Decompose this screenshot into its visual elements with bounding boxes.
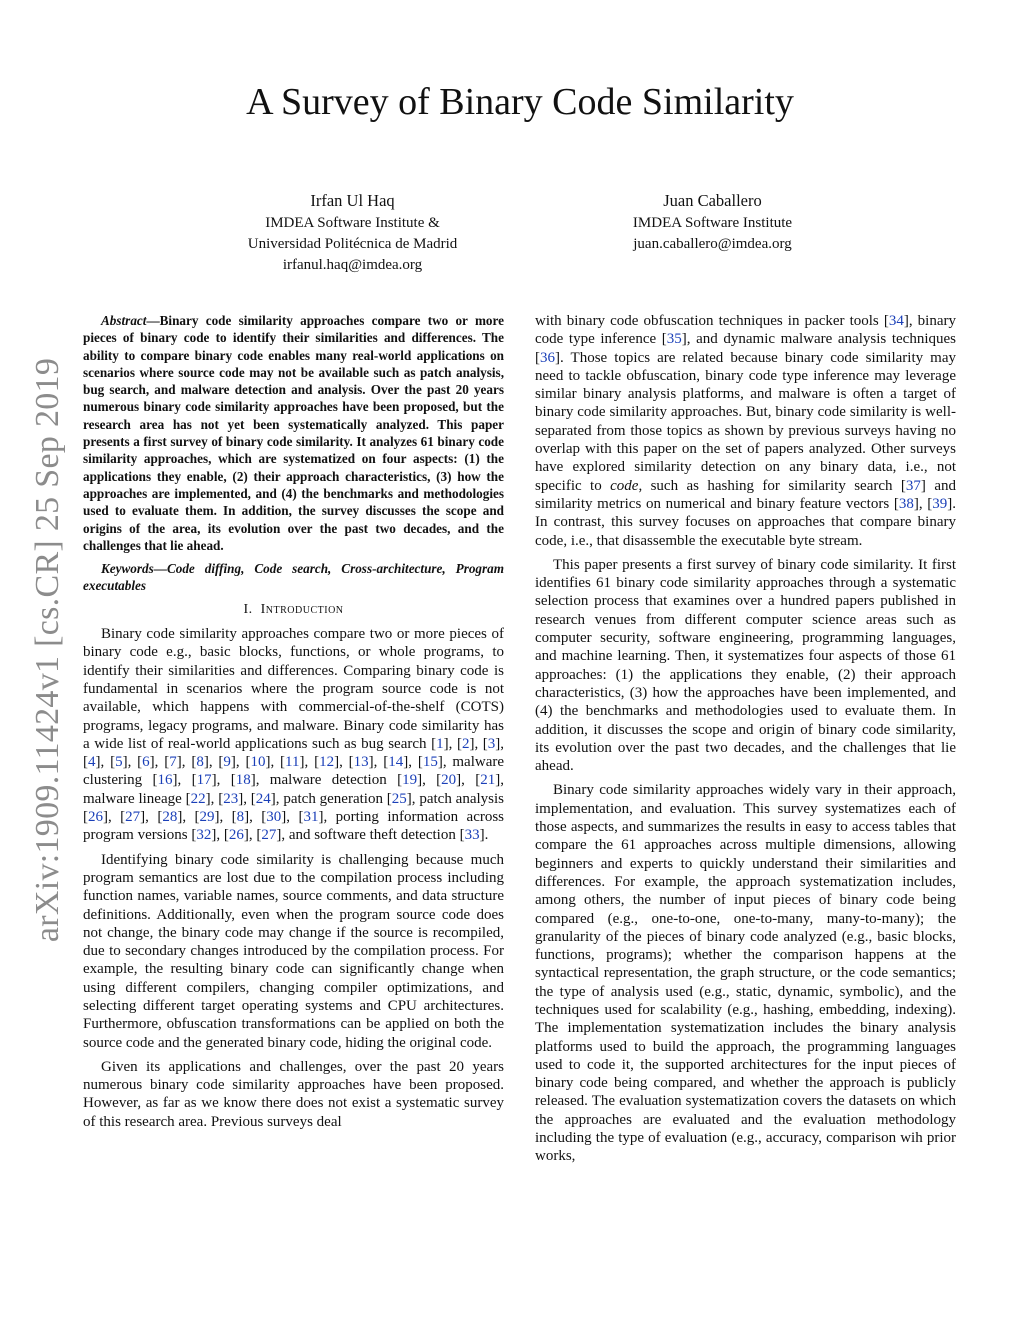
abstract-label: Abstract [101, 313, 147, 328]
body-paragraph: This paper presents a first survey of binary code similarity. It first identifies 61 binary code similarity approaches through a systematic selection process that examines over a hundred papers published in research venues from different computer science areas such as computer security, software engineering, programming languages, and machine learning. Then, it systematizes four aspects of those 61 approaches: (1) the applications they enable, (2) their approach characteristics, (3) how the approaches have been implemented, and (4) the benchmarks and methodologies used to evaluate them. In addition, it discusses the scope and origin of binary code similarity, its evolution over the past two decades, and the challenges that lie ahead. [535, 556, 956, 775]
citation-link[interactable]: 5 [115, 754, 123, 771]
author-block-2 [575, 190, 850, 255]
citation-link[interactable]: 15 [422, 754, 438, 771]
citation-link[interactable]: 18 [235, 772, 251, 789]
citation-link[interactable]: 36 [540, 349, 555, 366]
citation-link[interactable]: 12 [319, 754, 335, 771]
citation-link[interactable]: 6 [142, 754, 150, 771]
citation-link[interactable]: 22 [190, 790, 206, 807]
citation-link[interactable]: 21 [480, 772, 496, 789]
paragraph-text: , such as hashing for similarity search [37] and similarity metrics on numerical and binary feature vectors [38], [39]. In contrast, this survey focuses on approaches that compare binary code, i.e., that disassemble the executable byte stream. [535, 477, 957, 549]
citation-link[interactable]: 24 [255, 790, 271, 807]
citation-link[interactable]: 33 [464, 827, 480, 844]
body-paragraph [535, 312, 956, 550]
section-title: Introduction [260, 601, 344, 617]
citation-link[interactable]: 39 [932, 495, 948, 512]
body-paragraph: Identifying binary code similarity is challenging because much program semantics are lost due to the compilation process including function names, variable names, source comments, and data structure definitions. Additionally, even when the program source code does not change, the binary code may change if the source is recompiled, due to secondary changes introduced by the compilation process. For example, the resulting binary code can significantly change when using different compilers, changing compiler optimizations, and selecting different target operating systems and CPU architectures. Furthermore, obfuscation transformations can be applied on both the source code and the generated binary code, hiding the original code. [83, 851, 504, 1051]
author-affiliation: IMDEA Software Institute & [265, 215, 440, 231]
citation-link[interactable]: 4 [88, 754, 96, 771]
right-column [535, 312, 956, 1172]
section-number: I. [243, 601, 253, 617]
abstract-text: —Binary code similarity approaches compare two or more pieces of binary code to identify their similarities and differences. The ability to compare binary code enables many real-world applications on scenarios where source code may not be available such as patch analysis, bug search, and malware detection and analysis. Over the past 20 years numerous binary code similarity approaches have been proposed, but the research area has not yet been systematically analyzed. This paper presents a first survey of binary code similarity. It analyzes 61 binary code similarity approaches, which are systematized on four aspects: (1) the applications they enable, (2) their approach characteristics, (3) how the approaches are implemented, and (4) the benchmarks and methodologies used to evaluate them. In addition, the survey discusses the scope and origins of the area, its evolution over the past two decades, and the challenges that lie ahead. [83, 313, 504, 553]
citation-link[interactable]: 13 [353, 754, 369, 771]
citation-link[interactable]: 32 [196, 827, 212, 844]
section-heading [83, 601, 504, 619]
body-paragraph: Binary code similarity approaches widely vary in their approach, implementation, and evaluation. This survey systematizes each of those aspects, and summarizes the results in easy to access tables that compare the 61 approaches across multiple dimensions, allowing beginners and experts to quickly understand their similarities and differences. For example, the approach systematization includes, among others, the number of input pieces of binary code being compared (e.g., one-to-one, one-to-many, many-to-many); the granularity of the pieces of binary code analyzed (e.g., basic blocks, functions, programs); whether the comparison happens at the syntactical representation, the graph structure, or the code semantics; the type of analysis used (e.g., static, dynamic, symbolic), and the techniques used for scalability (e.g., hashing, embedding, indexing). The implementation systematization includes the binary analysis platforms used to build the approach, the programming languages used to code it, the supported architectures for the input pieces of binary code being compared, and whether the approach is publicly released. The evaluation systematization covers the datasets on which the approaches are evaluated and the evaluation methodology including the type of evaluation (e.g., accuracy, comparison wih prior works, [535, 782, 956, 1165]
citation-link[interactable]: 16 [157, 772, 173, 789]
citation-link[interactable]: 8 [236, 809, 245, 826]
citation-link[interactable]: 17 [196, 772, 212, 789]
citation-link[interactable]: 25 [391, 790, 407, 807]
keywords [83, 560, 504, 595]
author-affiliation: IMDEA Software Institute [632, 215, 793, 231]
body-paragraph: Given its applications and challenges, over the past 20 years numerous binary code similarity approaches have been proposed. However, as far as we know there does not exist a systematic survey of this research area. Previous surveys deal [83, 1058, 504, 1130]
citation-link[interactable]: 26 [228, 827, 244, 844]
citation-link[interactable]: 7 [169, 754, 177, 771]
keywords-label: Keywords [101, 561, 154, 577]
citation-link[interactable]: 37 [905, 477, 921, 494]
citation-link[interactable]: 9 [223, 754, 231, 771]
citation-link[interactable]: 3 [487, 735, 496, 752]
citation-link[interactable]: 29 [199, 809, 215, 826]
citation-link[interactable]: 34 [888, 313, 904, 329]
citation-link[interactable]: 1 [436, 735, 444, 752]
abstract [83, 312, 504, 554]
keywords-text: —Code diffing, Code search, Cross-architecture, Program executables [83, 561, 504, 594]
left-column [83, 312, 504, 1137]
body-paragraph: Binary code similarity approaches compare two or more pieces of binary code e.g., basic blocks, functions, or whole programs, to identify their similarities and differences. Comparing binary code is fundamental in scenarios where the program source code is not available, which happens with commercial-of-the-shelf (COTS) programs, legacy programs, and malware. Binary code similarity has a wide list of real-world applications such as bug search [1], [2], [3], [4], [5], [6], [7], [8], [9], [10], [11], [12], [13], [14], [15], malware clustering [16], [17], [18], malware detection [19], [20], [21], malware lineage [22], [23], [24], patch generation [25], patch analysis [26], [27], [28], [29], [8], [30], [31], porting information across program versions [32], [26], [27], and software theft detection [33]. [83, 626, 505, 844]
citation-link[interactable]: 26 [88, 809, 103, 826]
citation-link[interactable]: 14 [388, 754, 404, 771]
citation-link[interactable]: 10 [250, 754, 266, 771]
author-name: Juan Caballero [663, 191, 762, 210]
arxiv-identifier-text: arXiv:1909.11424v1 [cs.CR] 25 Sep 2019 [29, 357, 67, 943]
author-block-1 [205, 190, 500, 276]
paper-title: A Survey of Binary Code Similarity [246, 81, 794, 123]
author-affiliation: Universidad Politécnica de Madrid [247, 236, 458, 252]
citation-link[interactable]: 20 [441, 772, 457, 789]
citation-link[interactable]: 30 [266, 809, 282, 826]
citation-link[interactable]: 2 [461, 735, 470, 752]
emphasized-word: code [610, 477, 639, 494]
citation-link[interactable]: 8 [196, 754, 204, 771]
arxiv-identifier [26, 355, 71, 945]
citation-link[interactable]: 35 [666, 331, 682, 348]
author-email: juan.caballero@imdea.org [633, 236, 792, 252]
citation-link[interactable]: 23 [223, 790, 239, 807]
citation-link[interactable]: 11 [285, 754, 300, 771]
citation-link[interactable]: 19 [402, 772, 418, 789]
author-email: irfanul.haq@imdea.org [282, 257, 423, 273]
citation-link[interactable]: 27 [125, 809, 141, 826]
citation-link[interactable]: 28 [162, 809, 178, 826]
author-name: Irfan Ul Haq [310, 191, 395, 210]
citation-link[interactable]: 27 [261, 827, 277, 844]
citation-link[interactable]: 38 [898, 495, 914, 512]
citation-link[interactable]: 31 [303, 809, 319, 826]
paragraph-text: with binary code obfuscation techniques in packer tools [34], binary code type inference [35], and dynamic malware analysis techniques [36]. Those topics are related because binary code similarity may need to tackle obfuscation, binary code type inference may leverage similar binary analysis platforms, and malware is often a target of binary code similarity approaches. But, binary code similarity is well-separated from those topics as shown by previous surveys having no overlap with this paper on the set of papers analyzed. Other surveys have explored similarity detection on any binary data, i.e., not specific to [535, 313, 956, 494]
